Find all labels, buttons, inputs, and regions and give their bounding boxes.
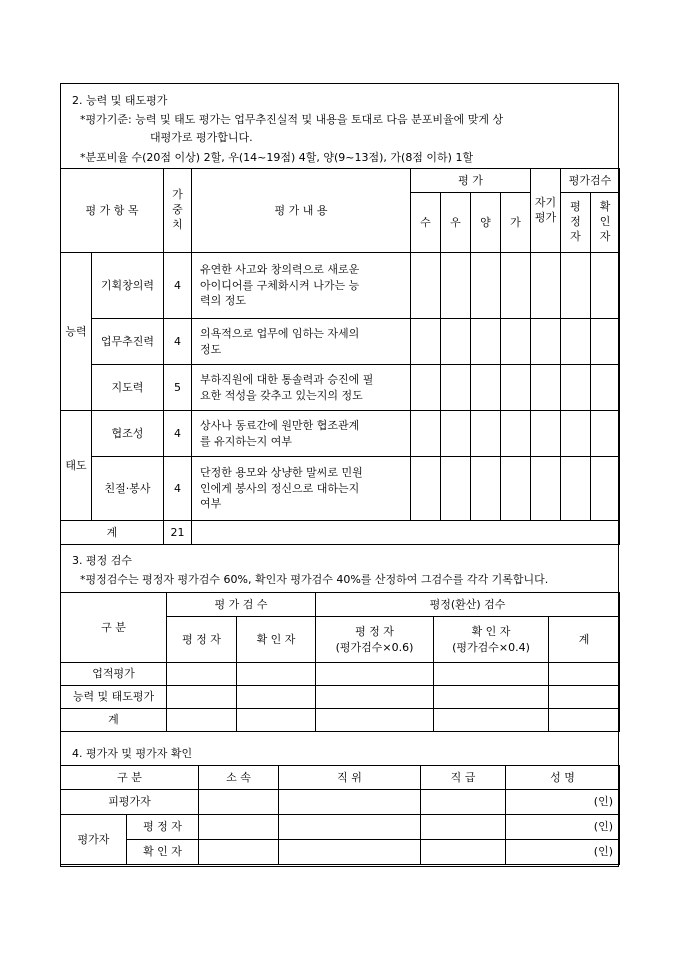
- table-row: [61, 709, 620, 732]
- row-label: 능력 및 태도평가: [61, 686, 167, 709]
- item-weight: 5: [164, 365, 192, 411]
- cell-input[interactable]: [421, 815, 506, 840]
- cell-input[interactable]: [279, 840, 421, 865]
- item-label: 협조성: [92, 411, 164, 457]
- cell-ga[interactable]: [501, 319, 531, 365]
- header-rater: 평 정 자: [561, 193, 591, 253]
- cell-input[interactable]: [199, 815, 279, 840]
- cell-u[interactable]: [441, 319, 471, 365]
- cell-su[interactable]: [411, 457, 441, 521]
- seal-mark[interactable]: (인): [506, 815, 620, 840]
- header-category: 구 분: [61, 593, 167, 663]
- table-row: [61, 815, 620, 840]
- item-content: 유연한 사고와 창의력으로 새로운 아이디어를 구체화시켜 나가는 능 력의 정도: [192, 253, 411, 319]
- header-name: 성 명: [506, 766, 620, 790]
- group-attitude: 태도: [61, 411, 92, 521]
- item-content: 상사나 동료간에 원만한 협조관계 를 유지하는지 여부: [192, 411, 411, 457]
- cell-input[interactable]: [316, 709, 434, 732]
- cell-rater[interactable]: [561, 253, 591, 319]
- cell-input[interactable]: [434, 686, 549, 709]
- cell-rater[interactable]: [561, 365, 591, 411]
- score-review-table: [60, 592, 620, 732]
- cell-u[interactable]: [441, 457, 471, 521]
- cell-input[interactable]: [279, 790, 421, 815]
- header-confirmer-converted: 확 인 자 (평가검수×0.4): [434, 617, 549, 663]
- item-label: 업무추진력: [92, 319, 164, 365]
- cell-input[interactable]: [237, 686, 316, 709]
- header-eval-score: 평 가 검 수: [167, 593, 316, 617]
- cell-input[interactable]: [316, 663, 434, 686]
- cell-input[interactable]: [167, 686, 237, 709]
- cell-ga[interactable]: [501, 365, 531, 411]
- table-row: [61, 319, 620, 365]
- table-row: [61, 411, 620, 457]
- cell-input[interactable]: [237, 709, 316, 732]
- cell-ga[interactable]: [501, 411, 531, 457]
- cell-input[interactable]: [316, 686, 434, 709]
- distribution-note: *분포비율 수(20점 이상) 2할, 우(14~19점) 4할, 양(9~13점), 가(8점 이하) 1할: [80, 151, 474, 164]
- header-affiliation: 소 속: [199, 766, 279, 790]
- cell-su[interactable]: [411, 365, 441, 411]
- header-confirmer: 확 인 자: [591, 193, 620, 253]
- cell-su[interactable]: [411, 253, 441, 319]
- cell-confirmer[interactable]: [591, 411, 620, 457]
- grade-u: 우: [441, 193, 471, 253]
- cell-self[interactable]: [531, 365, 561, 411]
- table-row: [61, 457, 620, 521]
- item-content: 부하직원에 대한 통솔력과 승진에 필 요한 적성을 갖추고 있는지의 정도: [192, 365, 411, 411]
- cell-input[interactable]: [434, 709, 549, 732]
- item-weight: 4: [164, 253, 192, 319]
- header-weight: 가 중 치: [164, 169, 192, 253]
- cell-u[interactable]: [441, 253, 471, 319]
- cell-self[interactable]: [531, 319, 561, 365]
- cell-rater[interactable]: [561, 457, 591, 521]
- section3-note: *평정검수는 평정자 평가검수 60%, 확인자 평가검수 40%를 산정하여 그검수를 각각 기록합니다.: [80, 573, 549, 586]
- grade-ga: 가: [501, 193, 531, 253]
- cell-input[interactable]: [421, 790, 506, 815]
- evaluatee-label: 피평가자: [61, 790, 199, 815]
- item-weight: 4: [164, 457, 192, 521]
- total-blank: [192, 521, 620, 545]
- header-rating: 평 가: [411, 169, 531, 193]
- cell-input[interactable]: [199, 840, 279, 865]
- cell-input[interactable]: [549, 709, 620, 732]
- cell-yang[interactable]: [471, 253, 501, 319]
- item-label: 지도력: [92, 365, 164, 411]
- cell-input[interactable]: [279, 815, 421, 840]
- criteria-note-line1: *평가기준: 능력 및 태도 평가는 업무추진실적 및 내용을 토대로 다음 분포비율에 맞게 상: [80, 113, 504, 126]
- evaluator-group-label: 평가자: [61, 815, 127, 865]
- cell-self[interactable]: [531, 411, 561, 457]
- cell-rater[interactable]: [561, 411, 591, 457]
- group-ability: 능력: [61, 253, 92, 411]
- header-eval-item: 평 가 항 목: [61, 169, 164, 253]
- criteria-note-line2: 대평가로 평가합니다.: [150, 131, 253, 144]
- section3-title: 3. 평정 검수: [72, 554, 132, 567]
- cell-yang[interactable]: [471, 365, 501, 411]
- cell-yang[interactable]: [471, 457, 501, 521]
- seal-mark[interactable]: (인): [506, 840, 620, 865]
- header-total: 계: [549, 617, 620, 663]
- section4-title: 4. 평가자 및 평가자 확인: [72, 747, 193, 760]
- table-row: [61, 686, 620, 709]
- row-label: 업적평가: [61, 663, 167, 686]
- ability-attitude-table: [60, 168, 620, 545]
- cell-confirmer[interactable]: [591, 253, 620, 319]
- item-weight: 4: [164, 411, 192, 457]
- table-row: [61, 253, 620, 319]
- seal-mark[interactable]: (인): [506, 790, 620, 815]
- cell-input[interactable]: [549, 686, 620, 709]
- total-row: [61, 521, 620, 545]
- item-content: 단정한 용모와 상냥한 말씨로 민원 인에게 봉사의 정신으로 대하는지 여부: [192, 457, 411, 521]
- table-row: [61, 840, 620, 865]
- cell-yang[interactable]: [471, 319, 501, 365]
- cell-input[interactable]: [237, 663, 316, 686]
- cell-su[interactable]: [411, 319, 441, 365]
- cell-su[interactable]: [411, 411, 441, 457]
- grade-su: 수: [411, 193, 441, 253]
- header-eval-content: 평 가 내 용: [192, 169, 411, 253]
- cell-input[interactable]: [167, 663, 237, 686]
- header-position: 직 위: [279, 766, 421, 790]
- cell-input[interactable]: [199, 790, 279, 815]
- cell-input[interactable]: [434, 663, 549, 686]
- header-rater-converted: 평 정 자 (평가검수×0.6): [316, 617, 434, 663]
- item-label: 기획창의력: [92, 253, 164, 319]
- total-label: 계: [61, 521, 164, 545]
- cell-confirmer[interactable]: [591, 319, 620, 365]
- cell-input[interactable]: [421, 840, 506, 865]
- total-weight: 21: [164, 521, 192, 545]
- table-row: [61, 365, 620, 411]
- table-row: [61, 663, 620, 686]
- cell-input[interactable]: [167, 709, 237, 732]
- header-review: 평가검수: [561, 169, 620, 193]
- cell-confirmer[interactable]: [591, 365, 620, 411]
- section2-title: 2. 능력 및 태도평가: [72, 94, 168, 107]
- item-label: 친절·봉사: [92, 457, 164, 521]
- confirmer-label: 확 인 자: [127, 840, 199, 865]
- evaluator-table: [60, 765, 620, 865]
- header-self-eval: 자기 평가: [531, 169, 561, 253]
- cell-input[interactable]: [549, 663, 620, 686]
- header-confirmer: 확 인 자: [237, 617, 316, 663]
- cell-u[interactable]: [441, 411, 471, 457]
- item-content: 의욕적으로 업무에 임하는 자세의 정도: [192, 319, 411, 365]
- header-category: 구 분: [61, 766, 199, 790]
- grade-yang: 양: [471, 193, 501, 253]
- header-converted-score: 평정(환산) 검수: [316, 593, 620, 617]
- row-label: 계: [61, 709, 167, 732]
- cell-u[interactable]: [441, 365, 471, 411]
- cell-ga[interactable]: [501, 253, 531, 319]
- header-rank: 직 급: [421, 766, 506, 790]
- cell-self[interactable]: [531, 457, 561, 521]
- cell-self[interactable]: [531, 253, 561, 319]
- item-weight: 4: [164, 319, 192, 365]
- cell-yang[interactable]: [471, 411, 501, 457]
- cell-ga[interactable]: [501, 457, 531, 521]
- rater-label: 평 정 자: [127, 815, 199, 840]
- cell-confirmer[interactable]: [591, 457, 620, 521]
- header-rater: 평 정 자: [167, 617, 237, 663]
- table-row: [61, 790, 620, 815]
- cell-rater[interactable]: [561, 319, 591, 365]
